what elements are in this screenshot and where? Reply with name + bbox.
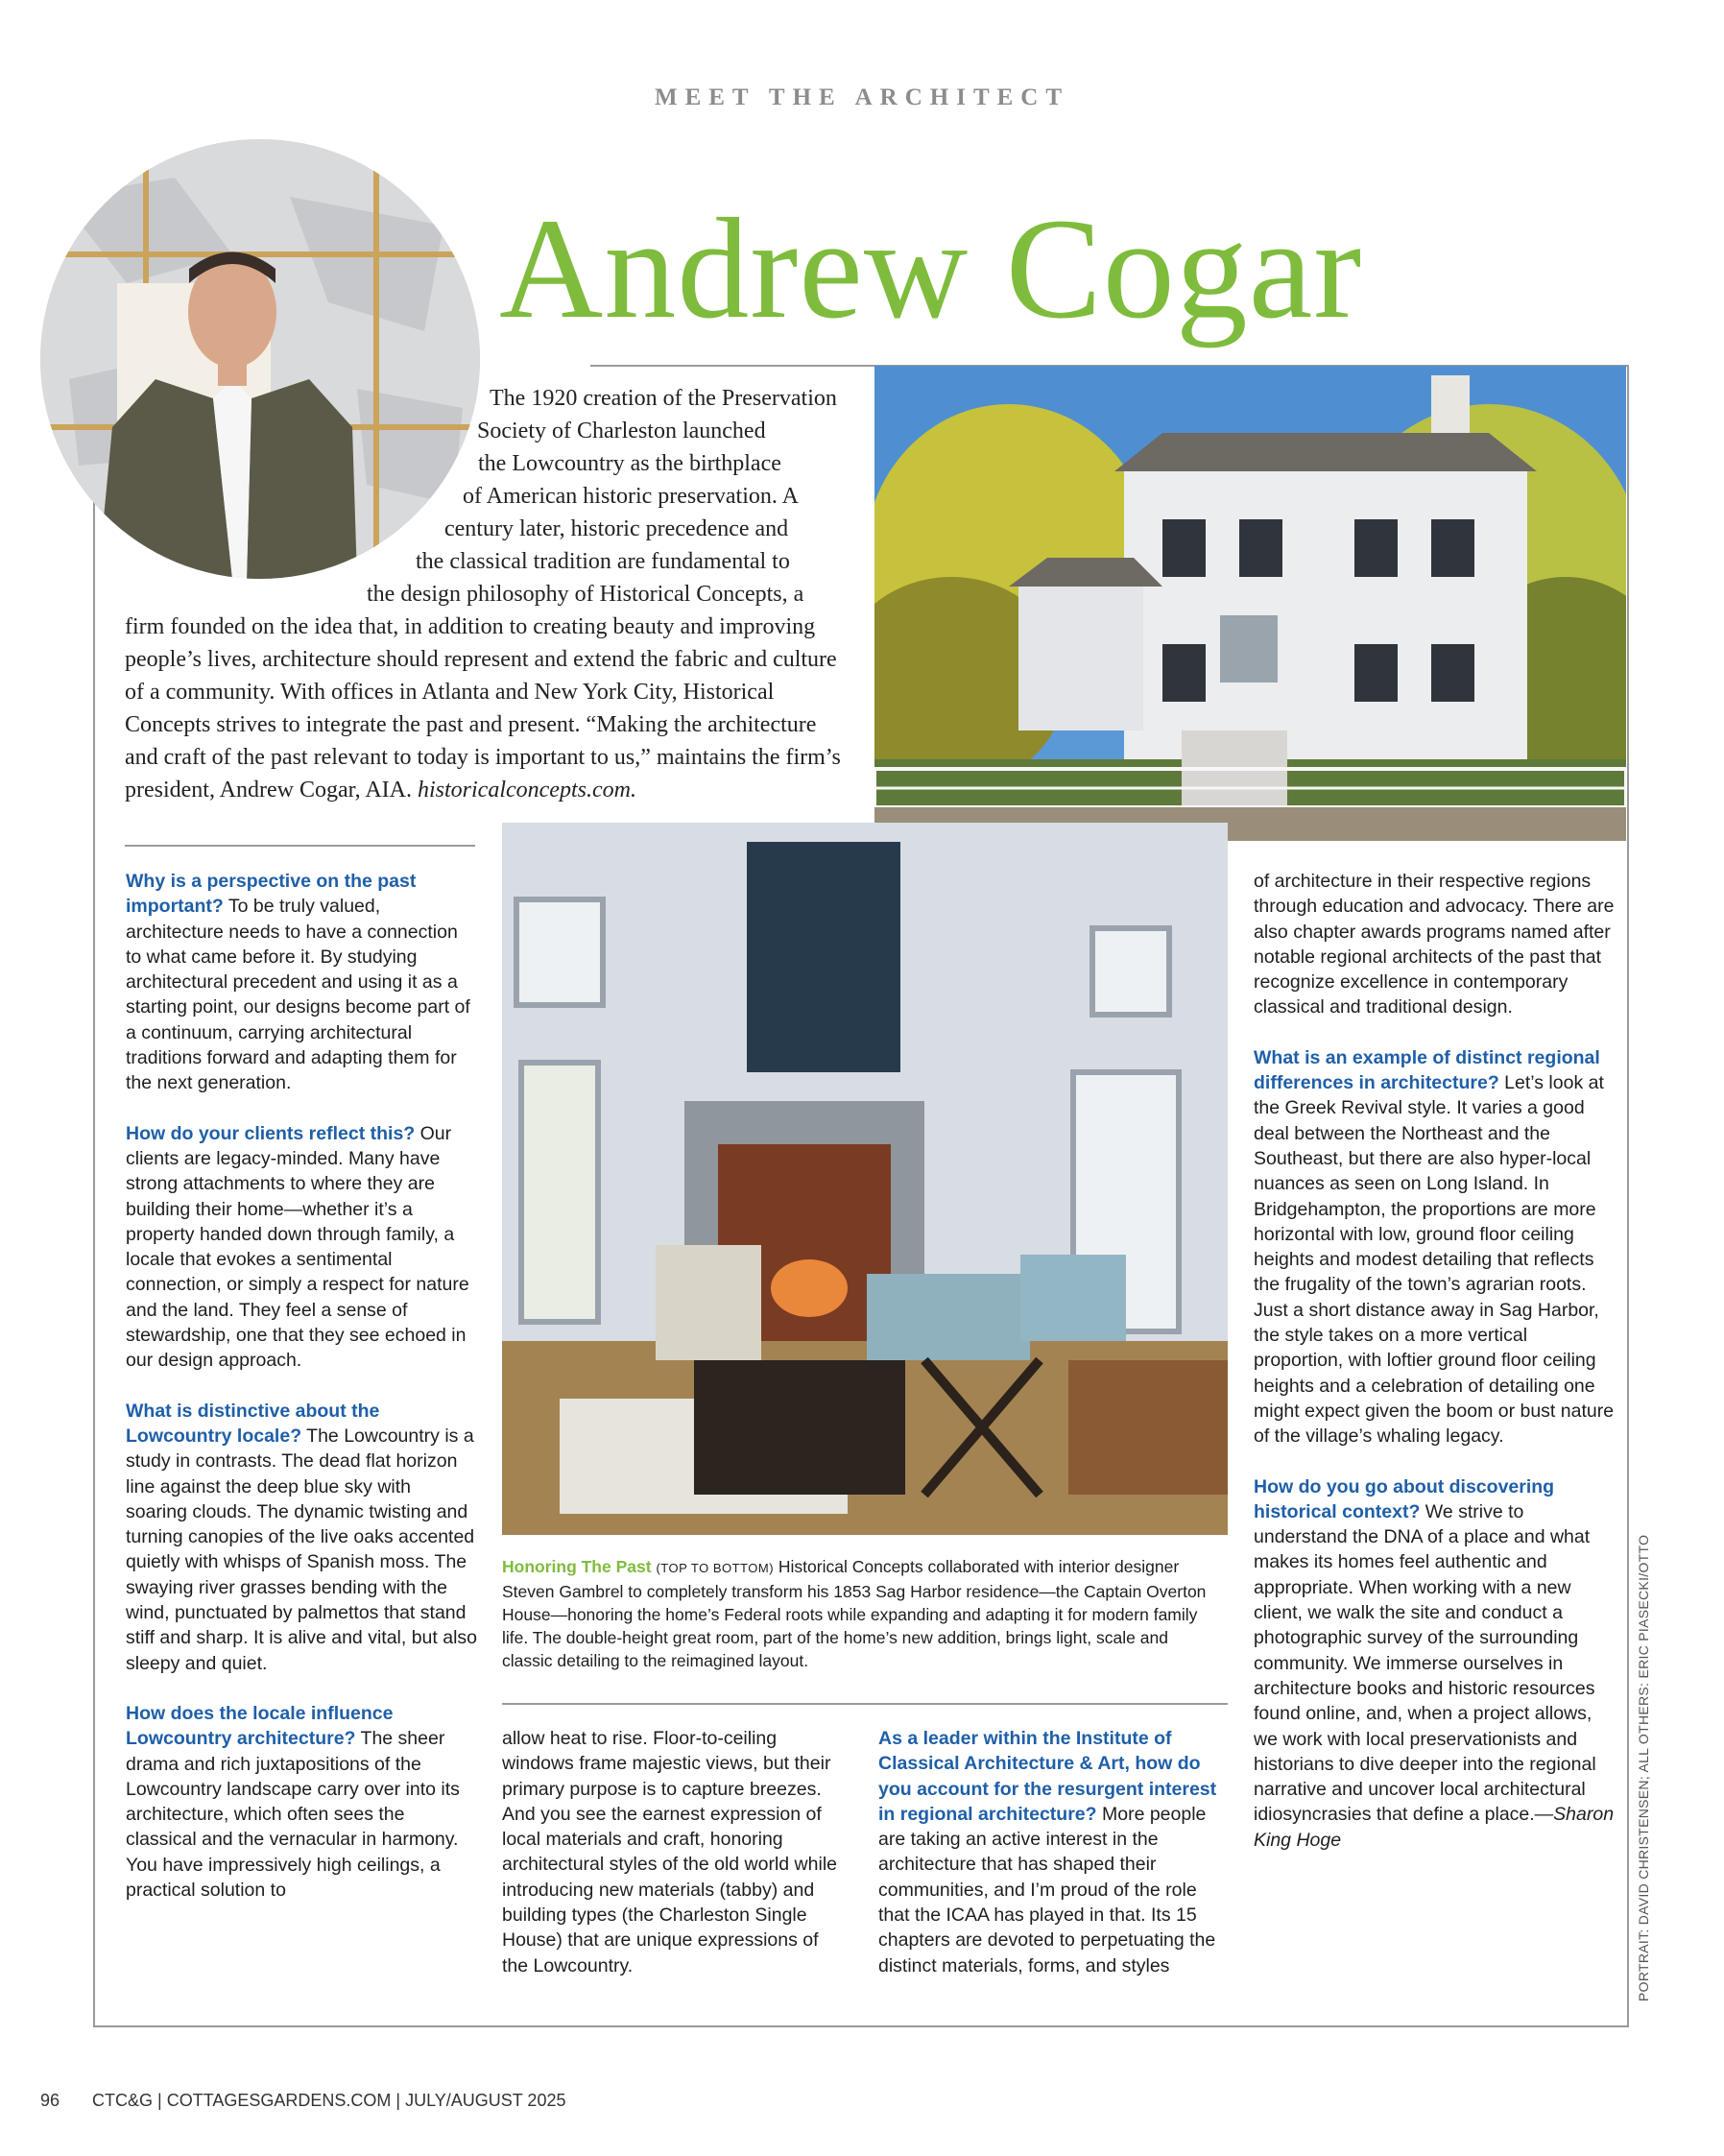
frame-line-right	[1627, 365, 1629, 2027]
intro-line: the Lowcountry as the birthplace	[478, 451, 781, 476]
column-3	[878, 1726, 1220, 2003]
intro-text-end: president, Andrew Cogar, AIA.	[125, 778, 412, 803]
answer: Let’s look at the Greek Revival style. It varies a good deal between the Northeast and the Southeast, but there are also hyper-local nuances as seen on Long Island. In Bridgehampton, the proportions are more horizontal with low, ground floor ceiling heights and modest detailing that reflects the frugality of the town’s agrarian roots. Just a short distance away in Sag Harbor, the style takes on a more vertical proportion, with loftier ground floor ceiling heights and a celebration of detailing one might expect given the boom or bust nature of the village’s whaling legacy.	[1254, 1072, 1615, 1448]
intro-line-last	[125, 774, 636, 806]
intro-line: century later, historic precedence and	[444, 516, 789, 541]
answer: of architecture in their respective regions through education and advocacy. There are also chapter awards programs named after notable regional architects of the past that recognize excellence in contemporary classical and traditional design.	[1254, 871, 1615, 1018]
question: What is an example of distinct regional differences in architecture?	[1254, 1046, 1600, 1094]
caption-rule	[502, 1703, 1228, 1705]
caption-direction: (TOP TO BOTTOM)	[656, 1561, 775, 1575]
question: How do you go about discovering historical context?	[1254, 1475, 1555, 1522]
question: How do your clients reflect this?	[126, 1122, 416, 1144]
byline: Sharon King Hoge	[1254, 1804, 1615, 1851]
architect-portrait	[40, 139, 480, 579]
answer: We strive to understand the DNA of a place and what makes its homes feel authentic and appropriate. When working with a new client, we walk the site and conduct a photographic survey of the surrounding community. We immerse ourselves in architecture books and historic resources found online, and, when a project allows, we work with local preservationists and historians to dive deeper into the regional narrative and uncover local architectural idiosyncrasies that define a place.—	[1254, 1500, 1596, 1826]
question: What is distinctive about the Lowcountry locale?	[126, 1400, 380, 1447]
caption-text: Historical Concepts collaborated with interior designer Steven Gambrel to completely transform his 1853 Sag Harbor residence—the Captain Overton House—honoring the home’s Federal roots while expanding and adapting it for modern family life. The double-height great room, part of the home’s new addition, brings light, scale and classic detailing to the reimagined layout.	[502, 1557, 1207, 1670]
qa-paragraph	[126, 1701, 477, 1903]
intro-line: Concepts strives to integrate the past and present. “Making the architecture	[125, 712, 817, 737]
intro-line: people’s lives, architecture should represent and extend the fabric and culture	[125, 647, 837, 672]
qa-paragraph	[126, 1121, 477, 1374]
column-rule-left	[125, 845, 475, 847]
answer: The sheer drama and rich juxtapositions of the Lowcountry landscape carry over into its architecture, which often sees the classical and the vernacular in harmony. You have impressively high ceilings, a practical solution to	[126, 1728, 460, 1901]
answer-continued	[1254, 869, 1616, 1020]
frame-line-left	[93, 365, 95, 2025]
question: Why is a perspective on the past important?	[126, 871, 417, 918]
answer: More people are taking an active interest in the architecture that has shaped their communities, and I’m proud of the role that the ICAA has played in that. Its 15 chapters are devoted to perpetuating the distinct materials, forms, and styles	[878, 1803, 1216, 1976]
photo-caption	[502, 1555, 1222, 1672]
page-footer	[40, 2091, 598, 2111]
intro-line: of American historic preservation. A	[463, 484, 799, 509]
column-4	[1254, 869, 1616, 1878]
intro-line: the design philosophy of Historical Concepts, a	[367, 582, 804, 607]
intro-line: Society of Charleston launched	[477, 419, 766, 443]
website-link[interactable]: historicalconcepts.com.	[417, 778, 636, 803]
page-title: Andrew Cogar	[499, 189, 1363, 348]
photo-credit: PORTRAIT: DAVID CHRISTENSEN; ALL OTHERS: ERIC PIASECKI/OTTO	[1636, 1534, 1651, 2001]
publication-line: CTC&G | COTTAGESGARDENS.COM | JULY/AUGUST 2025	[92, 2091, 566, 2110]
great-room-photo	[502, 823, 1228, 1535]
qa-paragraph	[1254, 1045, 1616, 1449]
qa-paragraph	[126, 869, 477, 1096]
intro-line: the classical tradition are fundamental to	[416, 549, 790, 574]
page-number: 96	[40, 2091, 60, 2110]
question: As a leader within the Institute of Classical Architecture & Art, how do you account for the resurgent interest in regional architecture?	[878, 1728, 1217, 1825]
caption-title: Honoring The Past	[502, 1557, 652, 1576]
answer: To be truly valued, architecture needs to have a connection to what came before it. By studying architectural precedent and using it as a starting point, our designs become part of a continuum, carrying architectural traditions forward and adapting them for the next generation.	[126, 896, 470, 1094]
question: How does the locale influence Lowcountry architecture?	[126, 1702, 394, 1750]
qa-paragraph	[878, 1726, 1220, 1978]
column-1	[126, 869, 477, 1928]
answer-continued: allow heat to rise. Floor-to-ceiling windows frame majestic views, but their primary purpose is to capture breezes. And you see the earnest expression of local materials and craft, honoring architectural styles of the old world while introducing new materials (tabby) and building types (the Charleston Single House) that are unique expressions of the Lowcountry.	[502, 1728, 837, 1976]
qa-paragraph	[1254, 1474, 1616, 1853]
exterior-house-photo	[874, 366, 1626, 841]
qa-paragraph	[126, 1399, 477, 1676]
frame-line-bottom	[93, 2025, 1629, 2027]
answer: The Lowcountry is a study in contrasts. The dead flat horizon line against the deep blue sky with soaring clouds. The dynamic twisting and turning canopies of the live oaks accented quietly with whisps of Spanish moss. The swaying river grasses bending with the wind, punctuated by palmettos that stand stiff and sharp. It is alive and vital, but also sleepy and quiet.	[126, 1425, 478, 1674]
answer: Our clients are legacy-minded. Many have strong attachments to where they are building their home—whether it’s a property handed down through family, a locale that evokes a sentimental connection, or simply a respect for nature and the land. They feel a sense of stewardship, one that they see echoed in our design approach.	[126, 1122, 469, 1372]
column-2	[502, 1726, 848, 2003]
intro-line: The 1920 creation of the Preservation	[490, 386, 837, 411]
intro-line: and craft of the past relevant to today is important to us,” maintains the firm’s	[125, 745, 841, 770]
intro-line: firm founded on the idea that, in addition to creating beauty and improving	[125, 614, 816, 639]
intro-line: of a community. With offices in Atlanta and New York City, Historical	[125, 680, 775, 705]
section-kicker: MEET THE ARCHITECT	[654, 84, 1070, 110]
